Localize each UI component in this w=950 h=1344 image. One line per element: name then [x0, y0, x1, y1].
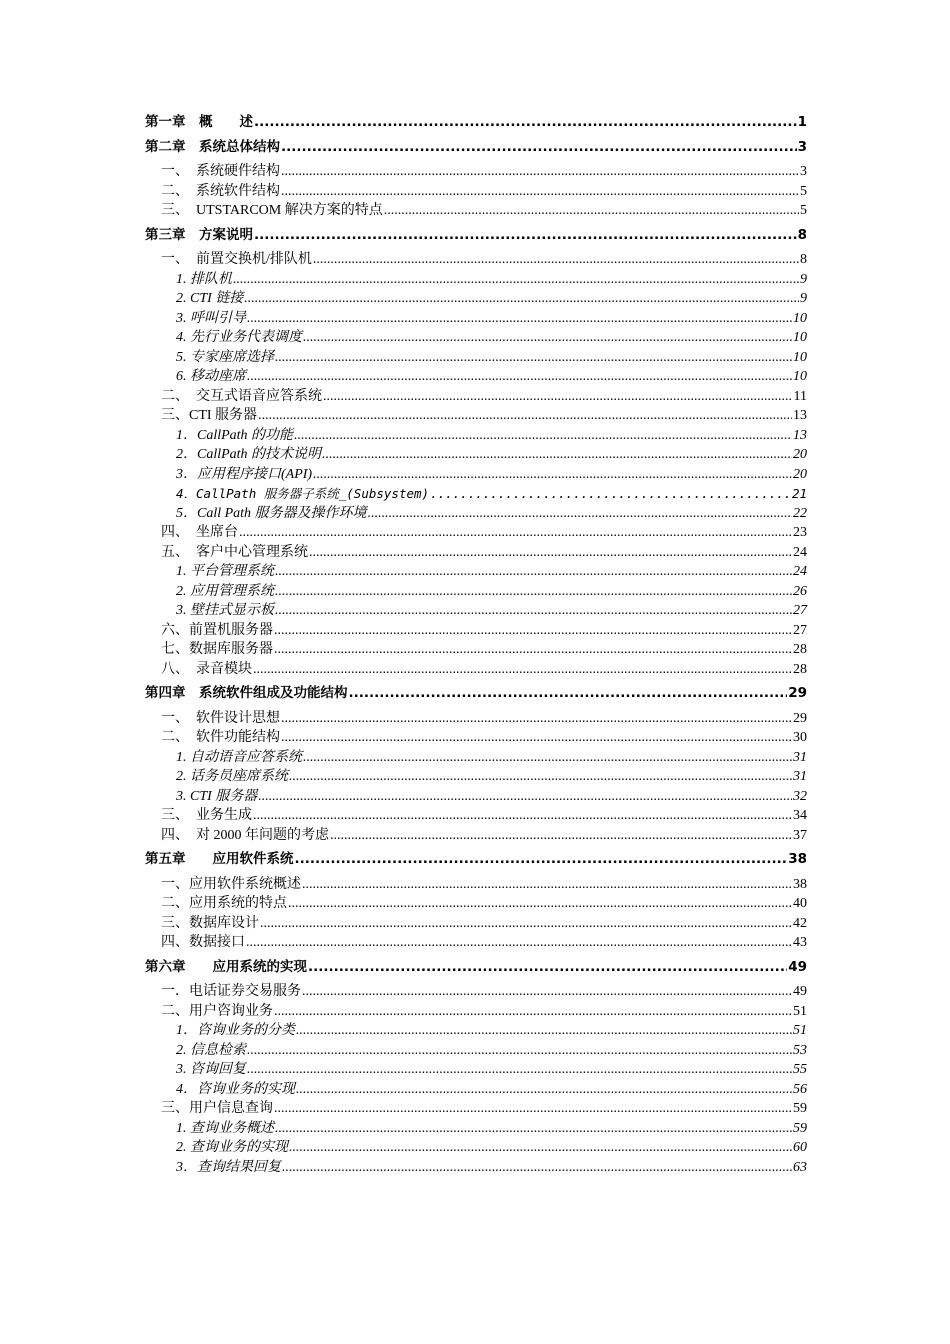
toc-dot-leader — [289, 1138, 792, 1158]
toc-subsection-entry[interactable] — [145, 484, 807, 504]
toc-dot-leader — [247, 309, 792, 329]
toc-page-number: 5 — [800, 183, 807, 199]
toc-section-entry[interactable] — [145, 1002, 807, 1022]
toc-subsection-entry[interactable] — [145, 465, 807, 485]
toc-page-number: 3 — [800, 164, 807, 179]
toc-dot-leader — [247, 1041, 792, 1061]
toc-entry-title: 3. 呼叫引导 — [176, 310, 246, 326]
toc-dot-leader — [274, 1002, 792, 1022]
toc-dot-leader — [309, 543, 792, 563]
toc-section-entry[interactable] — [145, 806, 807, 826]
toc-entry-title: 三、数据库设计 — [161, 915, 259, 931]
toc-entry-title: 3. 壁挂式显示板 — [176, 603, 274, 618]
toc-entry-title: 1．CallPath 的功能 — [176, 427, 294, 443]
toc-page-number: 51 — [793, 1003, 807, 1019]
toc-dot-leader — [295, 850, 788, 870]
toc-subsection-entry[interactable] — [145, 1119, 807, 1139]
toc-dot-leader — [296, 1080, 792, 1100]
toc-entry-title: 二、应用系统的特点 — [161, 896, 287, 911]
toc-dot-leader — [258, 787, 792, 807]
toc-page-number: 10 — [793, 369, 807, 384]
toc-entry-title: 五、 客户中心管理系统 — [161, 544, 308, 560]
toc-section-entry[interactable] — [145, 543, 807, 563]
toc-page-number: 20 — [793, 466, 807, 482]
toc-entry-title: 6. 移动座席 — [176, 369, 246, 384]
toc-entry-title: 三、CTI 服务器 — [161, 408, 258, 423]
toc-entry-title: 第六章 应用系统的实现 — [145, 958, 307, 975]
toc-dot-leader — [260, 914, 792, 934]
toc-subsection-entry[interactable] — [145, 309, 807, 329]
toc-page-number: 31 — [793, 749, 807, 765]
toc-section-entry[interactable] — [145, 406, 807, 426]
toc-dot-leader — [289, 767, 792, 787]
toc-dot-leader — [282, 1158, 792, 1178]
toc-entry-title: 一．电话证券交易服务 — [161, 984, 301, 999]
toc-page-number: 49 — [788, 958, 807, 975]
toc-page-number: 23 — [793, 525, 807, 540]
toc-dot-leader — [281, 709, 792, 729]
toc-entry-title: 六、前置机服务器 — [161, 622, 273, 638]
toc-entry-title: 一、应用软件系统概述 — [161, 876, 301, 892]
toc-dot-leader — [258, 406, 792, 426]
toc-chapter-entry[interactable] — [145, 958, 807, 978]
toc-page-number: 43 — [793, 935, 807, 950]
toc-page-number: 38 — [788, 851, 807, 867]
toc-section-entry[interactable] — [145, 660, 807, 680]
toc-page-number: 55 — [793, 1062, 807, 1077]
toc-entry-title: 三、用户信息查询 — [161, 1101, 273, 1116]
toc-subsection-entry[interactable] — [145, 1080, 807, 1100]
toc-entry-title: 一、 软件设计思想 — [161, 710, 280, 726]
toc-entry-title: 三、 UTSTARCOM 解决方案的特点 — [161, 203, 383, 218]
toc-subsection-entry[interactable] — [145, 787, 807, 807]
toc-entry-title: 第五章 应用软件系统 — [145, 851, 294, 867]
toc-page-number: 51 — [793, 1023, 807, 1038]
toc-dot-leader — [281, 182, 799, 202]
toc-entry-title: 一、 系统硬件结构 — [161, 164, 280, 179]
toc-page-number: 5 — [800, 203, 807, 218]
toc-dot-leader — [294, 426, 792, 446]
toc-dot-leader — [302, 982, 792, 1002]
toc-entry-title: 第四章 系统软件组成及功能结构 — [145, 685, 348, 701]
toc-chapter-entry[interactable] — [145, 850, 807, 870]
toc-entry-title: 第二章 系统总体结构 — [145, 138, 280, 155]
toc-section-entry[interactable] — [145, 523, 807, 543]
toc-page-number: 9 — [800, 271, 807, 287]
table-of-contents — [145, 113, 807, 1177]
toc-page-number: 10 — [793, 330, 807, 345]
toc-dot-leader — [302, 875, 792, 895]
toc-page-number: 28 — [793, 642, 807, 657]
toc-section-entry[interactable] — [145, 728, 807, 748]
toc-entry-title: 1. 平台管理系统 — [176, 564, 274, 579]
toc-dot-leader — [303, 748, 792, 768]
toc-entry-title: 七、数据库服务器 — [161, 642, 273, 657]
toc-subsection-entry[interactable] — [145, 601, 807, 621]
toc-page-number: 59 — [793, 1101, 807, 1116]
toc-subsection-entry[interactable] — [145, 328, 807, 348]
toc-page-number: 8 — [800, 252, 807, 267]
toc-entry-title: 三、 业务生成 — [161, 808, 252, 823]
toc-dot-leader — [274, 640, 792, 660]
toc-subsection-entry[interactable] — [145, 367, 807, 387]
toc-entry-title: 4．CallPath 服务器子系统_(Subsystem) — [176, 486, 430, 501]
toc-page-number: 40 — [793, 896, 807, 911]
toc-chapter-entry[interactable] — [145, 684, 807, 704]
toc-dot-leader — [313, 250, 799, 270]
toc-page-number: 60 — [793, 1140, 807, 1155]
toc-entry-title: 3．应用程序接口(API) — [176, 466, 313, 482]
toc-section-entry[interactable] — [145, 182, 807, 202]
toc-dot-leader — [233, 270, 799, 290]
toc-page-number: 8 — [797, 226, 807, 243]
toc-entry-title: 一、 前置交换机/排队机 — [161, 252, 312, 267]
toc-entry-title: 3. CTI 服务器 — [176, 788, 258, 804]
toc-entry-title: 第三章 方案说明 — [145, 226, 253, 243]
toc-dot-leader — [368, 504, 792, 524]
toc-entry-title: 二、 交互式语音应答系统 — [161, 388, 322, 404]
toc-subsection-entry[interactable] — [145, 1060, 807, 1080]
toc-page-number: 10 — [793, 349, 807, 365]
toc-page-number: 32 — [793, 788, 807, 804]
toc-section-entry[interactable] — [145, 162, 807, 182]
toc-dot-leader — [254, 226, 797, 246]
toc-entry-title: 二、 软件功能结构 — [161, 730, 280, 745]
toc-dot-leader — [274, 1099, 792, 1119]
toc-entry-title: 1．咨询业务的分类 — [176, 1023, 295, 1038]
toc-subsection-entry[interactable] — [145, 1021, 807, 1041]
toc-page-number: 26 — [793, 583, 807, 599]
toc-page-number: 21 — [791, 486, 807, 501]
toc-chapter-entry[interactable] — [145, 138, 807, 158]
toc-page-number: 29 — [788, 685, 807, 701]
toc-entry-title: 4. 先行业务代表调度 — [176, 330, 302, 345]
toc-dot-leader — [275, 582, 792, 602]
toc-section-entry[interactable] — [145, 826, 807, 846]
toc-page-number: 37 — [793, 827, 807, 843]
toc-page-number: 31 — [793, 769, 807, 784]
toc-dot-leader — [247, 367, 792, 387]
toc-chapter-entry[interactable] — [145, 113, 807, 133]
toc-entry-title: 四、 对 2000 年问题的考虑 — [161, 827, 329, 843]
toc-dot-leader — [281, 138, 797, 158]
toc-page-number: 10 — [793, 310, 807, 326]
toc-dot-leader — [244, 289, 799, 309]
toc-dot-leader — [281, 728, 792, 748]
toc-entry-title: 1. 自动语音应答系统 — [176, 749, 302, 765]
toc-chapter-entry[interactable] — [145, 226, 807, 246]
toc-entry-title: 2. 话务员座席系统 — [176, 769, 288, 784]
toc-entry-title: 八、 录音模块 — [161, 661, 252, 677]
toc-subsection-entry[interactable] — [145, 426, 807, 446]
toc-subsection-entry[interactable] — [145, 504, 807, 524]
toc-page-number: 34 — [793, 808, 807, 823]
toc-subsection-entry[interactable] — [145, 767, 807, 787]
toc-section-entry[interactable] — [145, 914, 807, 934]
toc-section-entry[interactable] — [145, 982, 807, 1002]
toc-page-number: 42 — [793, 915, 807, 931]
toc-dot-leader — [274, 621, 792, 641]
toc-dot-leader — [254, 113, 797, 133]
toc-entry-title: 1. 排队机 — [176, 271, 232, 287]
toc-dot-leader — [275, 348, 792, 368]
toc-entry-title: 四、 坐席台 — [161, 525, 238, 540]
toc-page-number: 11 — [793, 388, 807, 404]
toc-subsection-entry[interactable] — [145, 289, 807, 309]
toc-page-number: 3 — [797, 138, 807, 155]
toc-page-number: 56 — [793, 1081, 807, 1097]
toc-page-number: 63 — [793, 1159, 807, 1175]
toc-page-number: 1 — [797, 114, 807, 130]
toc-entry-title: 四、数据接口 — [161, 935, 245, 950]
toc-section-entry[interactable] — [145, 894, 807, 914]
toc-page-number: 49 — [793, 984, 807, 999]
toc-page-number: 53 — [793, 1042, 807, 1058]
toc-section-entry[interactable] — [145, 250, 807, 270]
toc-subsection-entry[interactable] — [145, 1158, 807, 1178]
toc-section-entry[interactable] — [145, 387, 807, 407]
toc-page-number: 24 — [793, 564, 807, 579]
toc-page-number: 13 — [793, 408, 807, 423]
toc-dot-leader — [330, 826, 792, 846]
toc-page-number: 59 — [793, 1120, 807, 1136]
toc-dot-leader — [275, 1119, 792, 1139]
toc-section-entry[interactable] — [145, 621, 807, 641]
toc-entry-title: 1. 查询业务概述 — [176, 1120, 274, 1136]
toc-page-number: 28 — [793, 661, 807, 677]
toc-subsection-entry[interactable] — [145, 348, 807, 368]
toc-section-entry[interactable] — [145, 709, 807, 729]
toc-subsection-entry[interactable] — [145, 562, 807, 582]
toc-dot-leader — [239, 523, 792, 543]
toc-subsection-entry[interactable] — [145, 582, 807, 602]
toc-dot-leader — [275, 562, 792, 582]
toc-page-number: 13 — [793, 427, 807, 443]
toc-dot-leader — [384, 201, 799, 221]
toc-dot-leader — [323, 387, 793, 407]
toc-entry-title: 2. 应用管理系统 — [176, 583, 274, 599]
toc-dot-leader — [322, 445, 792, 465]
toc-entry-title: 二、 系统软件结构 — [161, 183, 280, 199]
toc-section-entry[interactable] — [145, 201, 807, 221]
toc-entry-title: 5．Call Path 服务器及操作环境 — [176, 505, 367, 521]
toc-dot-leader — [308, 958, 787, 978]
toc-page-number: 27 — [793, 603, 807, 618]
toc-section-entry[interactable] — [145, 933, 807, 953]
toc-dot-leader — [313, 465, 792, 485]
toc-dot-leader — [281, 162, 799, 182]
toc-subsection-entry[interactable] — [145, 748, 807, 768]
toc-page-number: 27 — [793, 622, 807, 638]
toc-page-number: 29 — [793, 710, 807, 726]
toc-page-number: 30 — [793, 730, 807, 745]
toc-subsection-entry[interactable] — [145, 445, 807, 465]
toc-entry-title: 二、用户咨询业务 — [161, 1003, 273, 1019]
toc-subsection-entry[interactable] — [145, 270, 807, 290]
toc-section-entry[interactable] — [145, 875, 807, 895]
toc-dot-leader — [246, 933, 792, 953]
toc-entry-title: 2. CTI 链接 — [176, 291, 244, 306]
toc-dot-leader — [253, 660, 792, 680]
toc-page-number: 20 — [793, 447, 807, 462]
toc-entry-title: 2. 查询业务的实现 — [176, 1140, 288, 1155]
toc-dot-leader — [296, 1021, 792, 1041]
toc-section-entry[interactable] — [145, 1099, 807, 1119]
toc-entry-title: 2. 信息检索 — [176, 1042, 246, 1058]
toc-page-number: 24 — [793, 544, 807, 560]
toc-dot-leader — [253, 806, 792, 826]
toc-page-number: 9 — [800, 291, 807, 306]
toc-dot-leader — [288, 894, 792, 914]
toc-entry-title: 第一章 概 述 — [145, 114, 253, 130]
toc-entry-title: 3．查询结果回复 — [176, 1159, 281, 1175]
toc-entry-title: 2．CallPath 的技术说明 — [176, 447, 322, 462]
toc-subsection-entry[interactable] — [145, 1138, 807, 1158]
toc-entry-title: 3. 咨询回复 — [176, 1062, 246, 1077]
toc-entry-title: 5. 专家座席选择 — [176, 349, 274, 365]
toc-dot-leader — [275, 601, 792, 621]
toc-subsection-entry[interactable] — [145, 1041, 807, 1061]
toc-dot-leader — [247, 1060, 792, 1080]
toc-entry-title: 4．咨询业务的实现 — [176, 1081, 295, 1097]
toc-dot-leader — [303, 328, 792, 348]
toc-dot-leader — [349, 684, 788, 704]
toc-page-number: 22 — [793, 505, 807, 521]
toc-section-entry[interactable] — [145, 640, 807, 660]
toc-dot-leader — [430, 484, 791, 504]
toc-page-number: 38 — [793, 876, 807, 892]
